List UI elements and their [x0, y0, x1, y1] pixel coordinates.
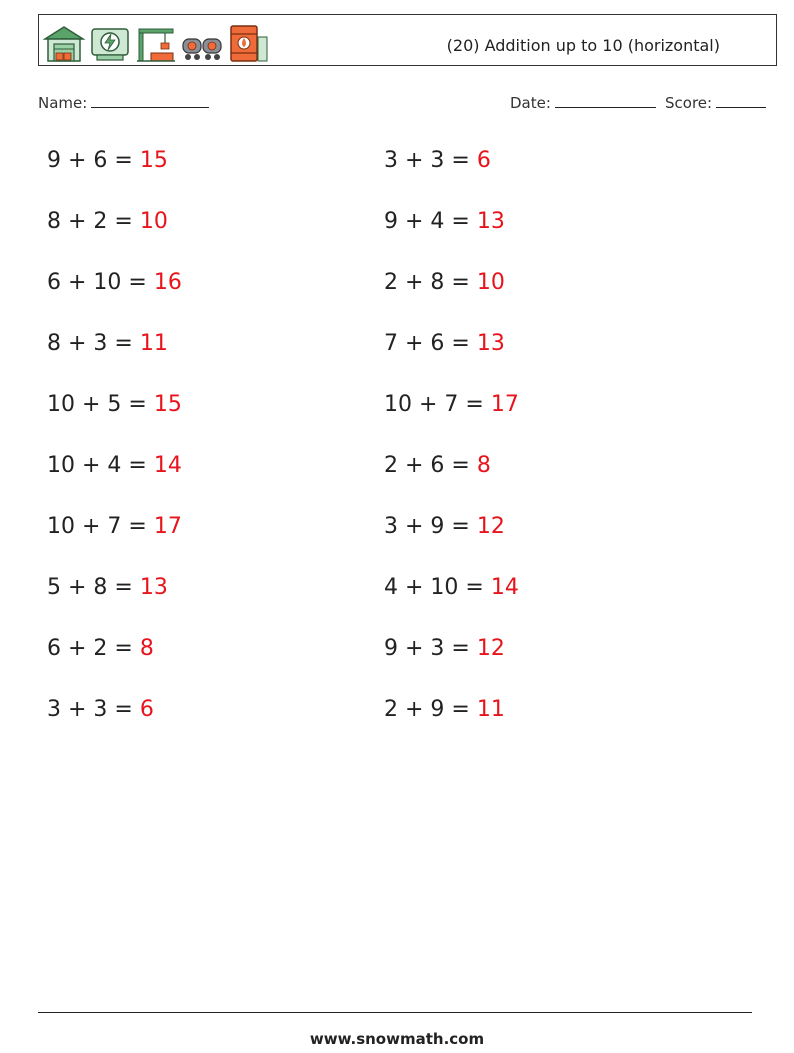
problem-text: 10 + 4 =: [47, 453, 154, 478]
power-box-icon: [89, 23, 131, 63]
problem-item: [384, 270, 505, 295]
worksheet-header: [38, 14, 777, 66]
problem-item: [384, 636, 505, 661]
problem-answer: 15: [153, 392, 182, 417]
problem-text: 9 + 6 =: [47, 148, 140, 173]
problem-item: [384, 392, 519, 417]
problem-text: 9 + 3 =: [384, 636, 477, 661]
problem-item: [384, 453, 491, 478]
problem-item: [384, 148, 491, 173]
footer-divider: [38, 1012, 752, 1013]
worksheet-title: (20) Addition up to 10 (horizontal): [446, 36, 720, 55]
problem-text: 6 + 2 =: [47, 636, 140, 661]
problem-answer: 6: [139, 697, 154, 722]
problem-text: 10 + 5 =: [47, 392, 154, 417]
problem-answer: 17: [490, 392, 519, 417]
name-field: [38, 92, 209, 112]
problem-text: 10 + 7 =: [47, 514, 154, 539]
date-field: [510, 92, 656, 112]
problem-answer: 12: [476, 636, 505, 661]
problem-text: 2 + 6 =: [384, 453, 477, 478]
name-label: Name:: [38, 94, 88, 112]
problem-answer: 16: [153, 270, 182, 295]
score-blank[interactable]: [716, 92, 766, 108]
problem-item: [384, 575, 519, 600]
date-blank[interactable]: [555, 92, 656, 108]
problem-text: 9 + 4 =: [384, 209, 477, 234]
problem-answer: 10: [476, 270, 505, 295]
problem-item: [47, 453, 182, 478]
problem-text: 5 + 8 =: [47, 575, 140, 600]
header-icons: [43, 19, 269, 63]
crane-icon: [135, 23, 177, 63]
problem-item: [47, 148, 168, 173]
problem-text: 8 + 2 =: [47, 209, 140, 234]
problem-item: [384, 331, 505, 356]
problem-text: 4 + 10 =: [384, 575, 491, 600]
problem-answer: 14: [490, 575, 519, 600]
problem-answer: 13: [476, 209, 505, 234]
problem-answer: 11: [476, 697, 505, 722]
problem-answer: 17: [153, 514, 182, 539]
tanker-train-icon: [181, 23, 223, 63]
problem-answer: 8: [476, 453, 491, 478]
problem-answer: 13: [139, 575, 168, 600]
problem-answer: 6: [476, 148, 491, 173]
problem-item: [47, 636, 154, 661]
problem-item: [47, 209, 168, 234]
problem-answer: 13: [476, 331, 505, 356]
problem-text: 2 + 8 =: [384, 270, 477, 295]
score-label: Score:: [665, 94, 713, 112]
date-label: Date:: [510, 94, 551, 112]
problem-item: [47, 392, 182, 417]
problem-text: 3 + 3 =: [47, 697, 140, 722]
problem-text: 8 + 3 =: [47, 331, 140, 356]
problem-item: [384, 209, 505, 234]
footer-url[interactable]: www.snowmath.com: [309, 1030, 485, 1048]
problem-answer: 10: [139, 209, 168, 234]
problem-text: 3 + 9 =: [384, 514, 477, 539]
problem-item: [384, 514, 505, 539]
score-field: [665, 92, 766, 112]
warehouse-icon: [43, 23, 85, 63]
problem-text: 7 + 6 =: [384, 331, 477, 356]
problem-text: 3 + 3 =: [384, 148, 477, 173]
problem-text: 10 + 7 =: [384, 392, 491, 417]
problem-text: 6 + 10 =: [47, 270, 154, 295]
problem-answer: 11: [139, 331, 168, 356]
problem-answer: 15: [139, 148, 168, 173]
problem-item: [47, 331, 168, 356]
problem-answer: 12: [476, 514, 505, 539]
problem-answer: 14: [153, 453, 182, 478]
problem-item: [47, 514, 182, 539]
name-blank[interactable]: [91, 92, 209, 108]
problem-answer: 8: [139, 636, 154, 661]
problem-item: [384, 697, 505, 722]
problem-item: [47, 697, 154, 722]
problem-item: [47, 575, 168, 600]
oil-barrel-icon: [227, 23, 269, 63]
problem-text: 2 + 9 =: [384, 697, 477, 722]
problem-item: [47, 270, 182, 295]
